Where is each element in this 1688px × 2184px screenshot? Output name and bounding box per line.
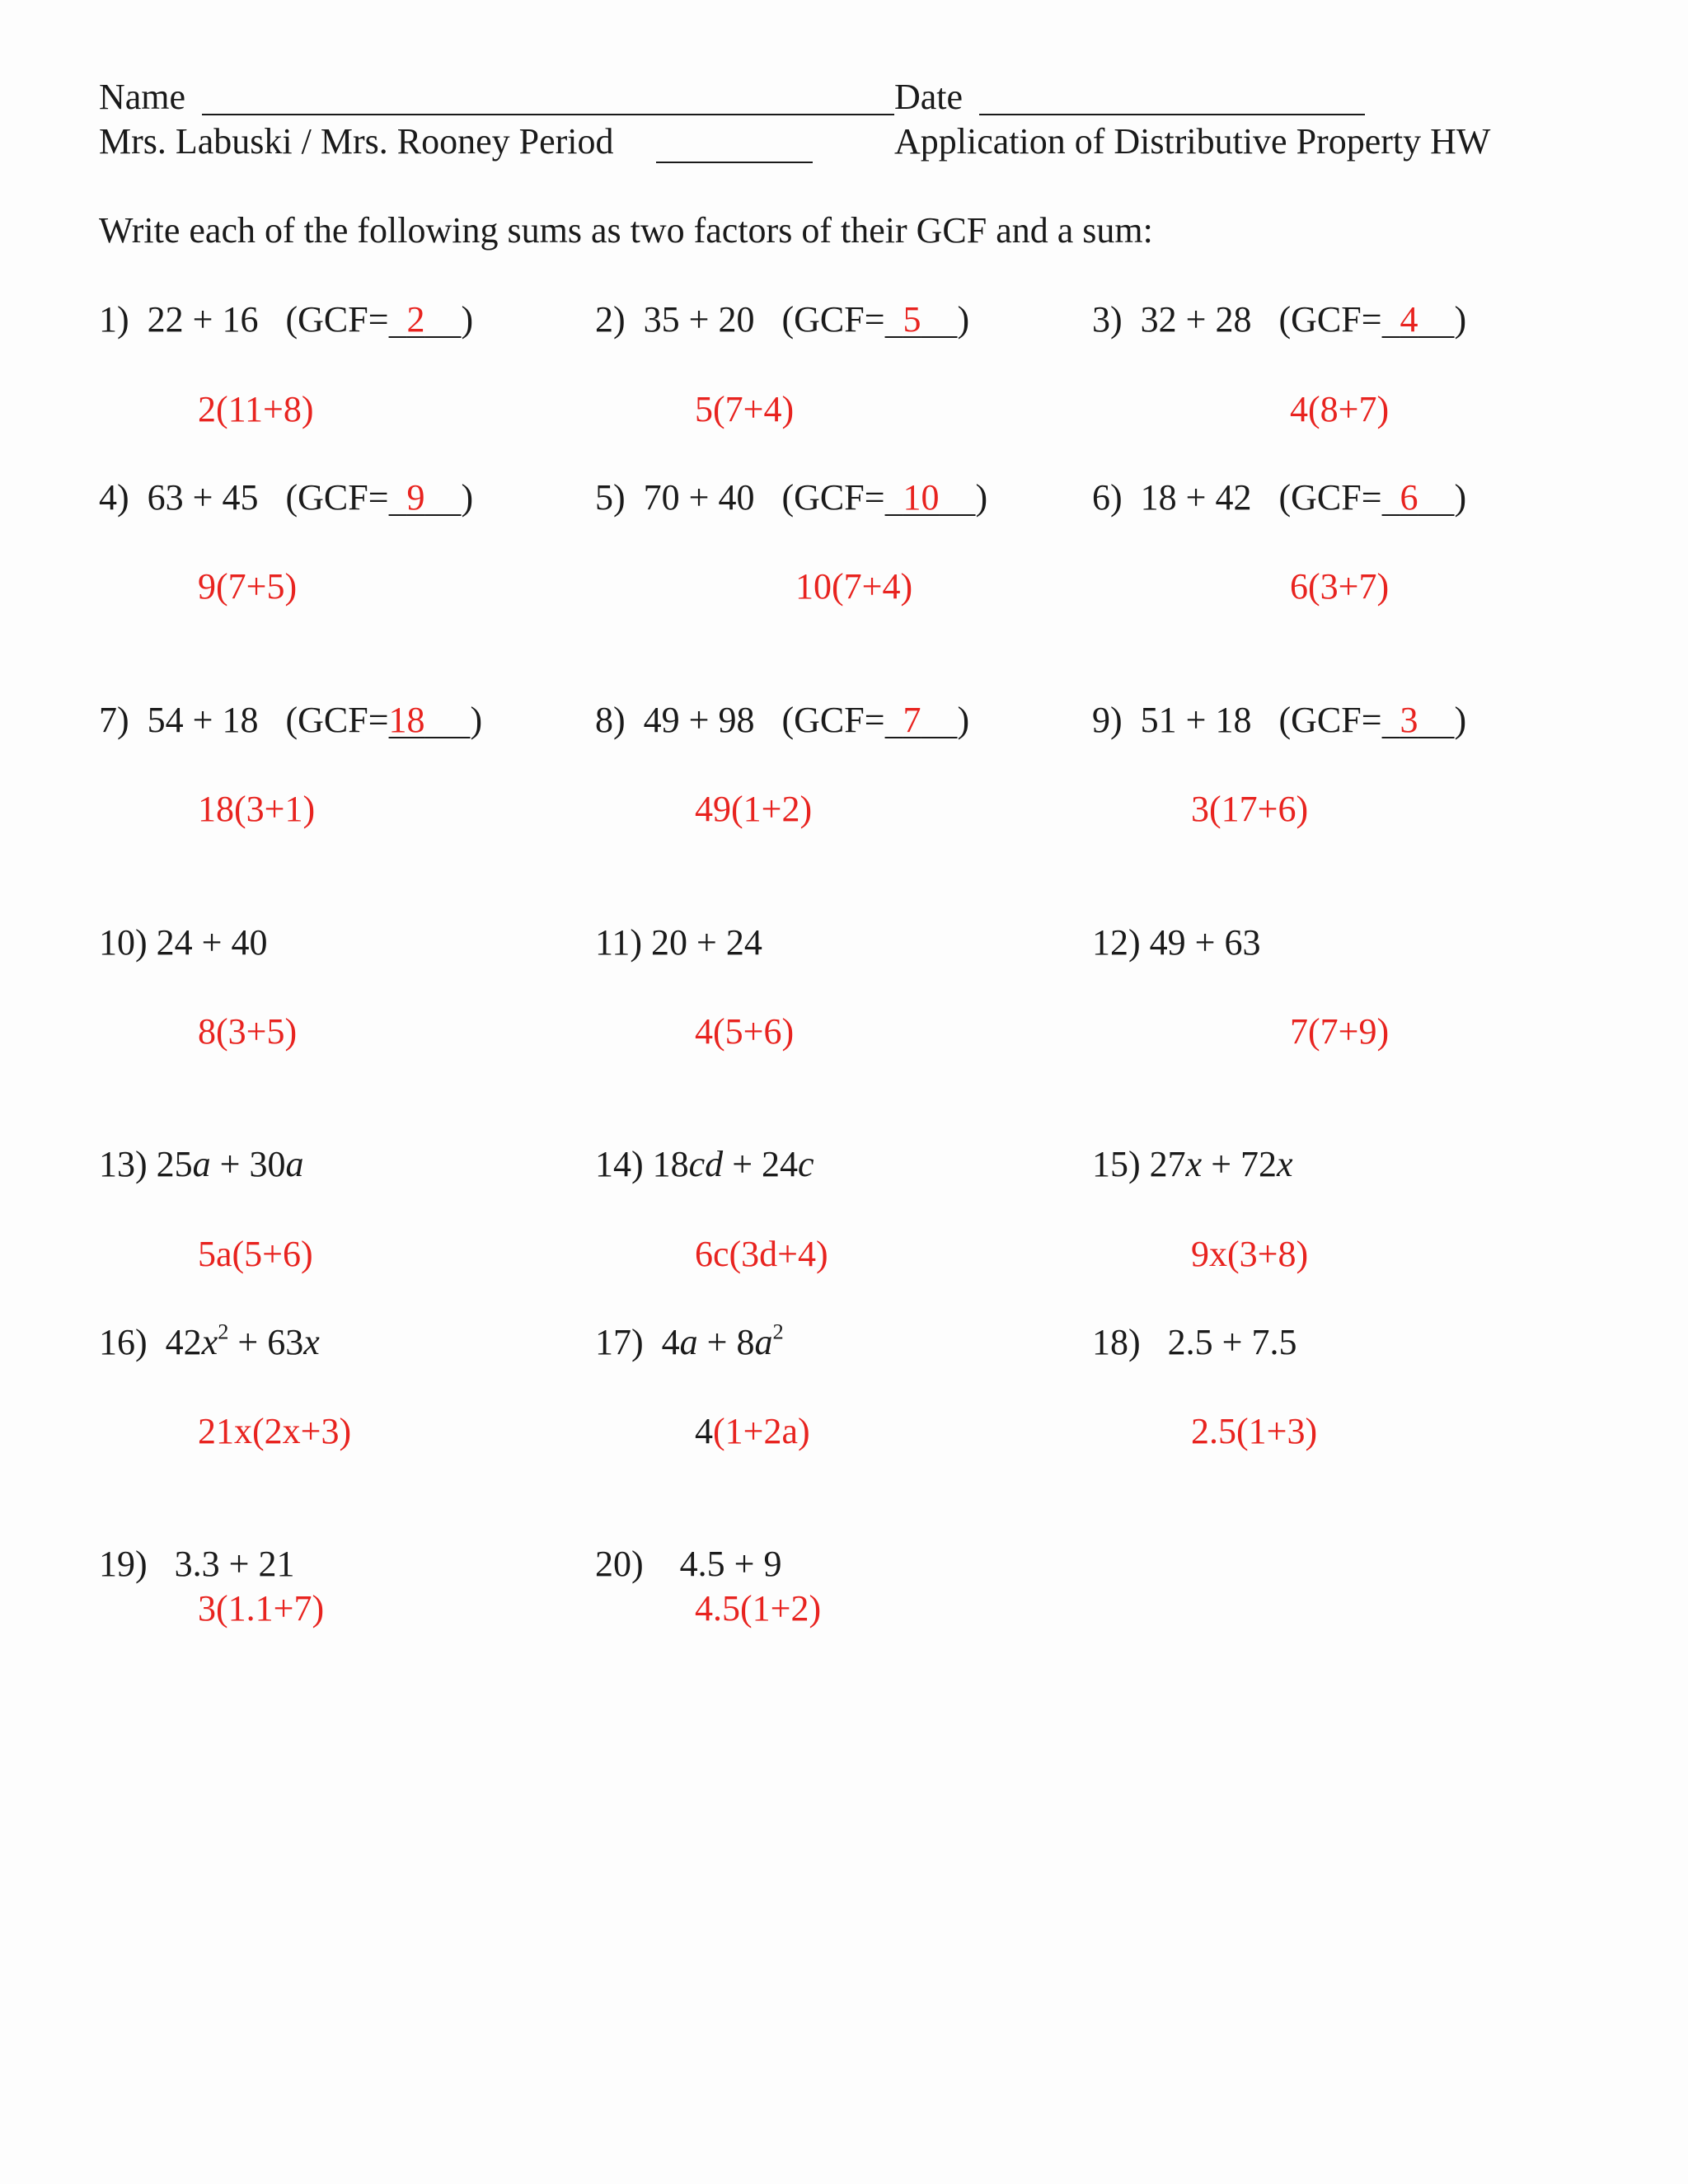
answer-10: 8(3+5): [198, 1011, 298, 1052]
problem-14: 14) 18cd + 24c: [595, 1144, 814, 1184]
gcf-answer: 4: [1400, 299, 1418, 340]
answer-7: 18(3+1): [198, 789, 316, 829]
gcf-answer: 2: [406, 299, 425, 340]
gcf-answer: 18: [388, 700, 425, 740]
answer-19: 3(1.1+7): [198, 1588, 325, 1629]
date-blank: [979, 114, 1365, 115]
gcf-answer: 6: [1400, 477, 1418, 518]
answer-5: 10(7+4): [795, 566, 913, 607]
problem-2: 2) 35 + 20 (GCF= 5 ): [595, 299, 970, 340]
problem-11: 11) 20 + 24: [595, 922, 762, 963]
answer-11: 4(5+6): [695, 1011, 795, 1052]
teachers-period-label: Mrs. Labuski / Mrs. Rooney Period: [99, 121, 614, 162]
answer-20: 4.5(1+2): [695, 1588, 822, 1629]
problem-18: 18) 2.5 + 7.5: [1092, 1322, 1297, 1362]
problem-10: 10) 24 + 40: [99, 922, 268, 963]
date-label: Date: [894, 77, 964, 117]
answer-9: 3(17+6): [1191, 789, 1309, 829]
problem-6: 6) 18 + 42 (GCF= 6 ): [1092, 477, 1467, 518]
answer-17: 4(1+2a): [695, 1411, 810, 1451]
problem-17: 17) $4a + 8a^2$: [595, 1319, 784, 1362]
answer-8: 49(1+2): [695, 789, 813, 829]
name-label: Name: [99, 77, 186, 117]
answer-1: 2(11+8): [198, 389, 314, 429]
problem-16: 16) $42x^2 + 63x$: [99, 1319, 320, 1362]
gcf-answer: 10: [903, 477, 940, 518]
problem-19: 19) 3.3 + 21: [99, 1544, 295, 1584]
problem-20: 20) 4.5 + 9: [595, 1544, 782, 1584]
problem-4: 4) 63 + 45 (GCF= 9 ): [99, 477, 474, 518]
problem-7: 7) 54 + 18 (GCF=18 ): [99, 700, 483, 740]
period-blank: [656, 162, 813, 163]
problem-15: 15) 27x + 72x: [1092, 1144, 1293, 1184]
answer-14: 6c(3d+4): [695, 1234, 828, 1274]
answer-12: 7(7+9): [1290, 1011, 1390, 1052]
problem-3: 3) 32 + 28 (GCF= 4 ): [1092, 299, 1467, 340]
gcf-answer: 9: [406, 477, 425, 518]
gcf-answer: 7: [903, 700, 921, 740]
answer-18: 2.5(1+3): [1191, 1411, 1318, 1451]
answer-15: 9x(3+8): [1191, 1234, 1309, 1274]
worksheet-title: Application of Distributive Property HW: [894, 121, 1491, 162]
problem-1: 1) 22 + 16 (GCF= 2 ): [99, 299, 474, 340]
problem-8: 8) 49 + 98 (GCF= 7 ): [595, 700, 970, 740]
instructions: Write each of the following sums as two factors of their GCF and a sum:: [99, 210, 1153, 251]
gcf-answer: 3: [1400, 700, 1418, 740]
answer-2: 5(7+4): [695, 389, 795, 429]
gcf-answer: 5: [903, 299, 921, 340]
problem-5: 5) 70 + 40 (GCF= 10 ): [595, 477, 988, 518]
answer-6: 6(3+7): [1290, 566, 1390, 607]
answer-4: 9(7+5): [198, 566, 298, 607]
answer-16: 21x(2x+3): [198, 1411, 352, 1451]
name-blank: [202, 114, 894, 115]
answer-13: 5a(5+6): [198, 1234, 313, 1274]
answer-3: 4(8+7): [1290, 389, 1390, 429]
problem-12: 12) 49 + 63: [1092, 922, 1261, 963]
problem-9: 9) 51 + 18 (GCF= 3 ): [1092, 700, 1467, 740]
problem-13: 13) 25a + 30a: [99, 1144, 304, 1184]
